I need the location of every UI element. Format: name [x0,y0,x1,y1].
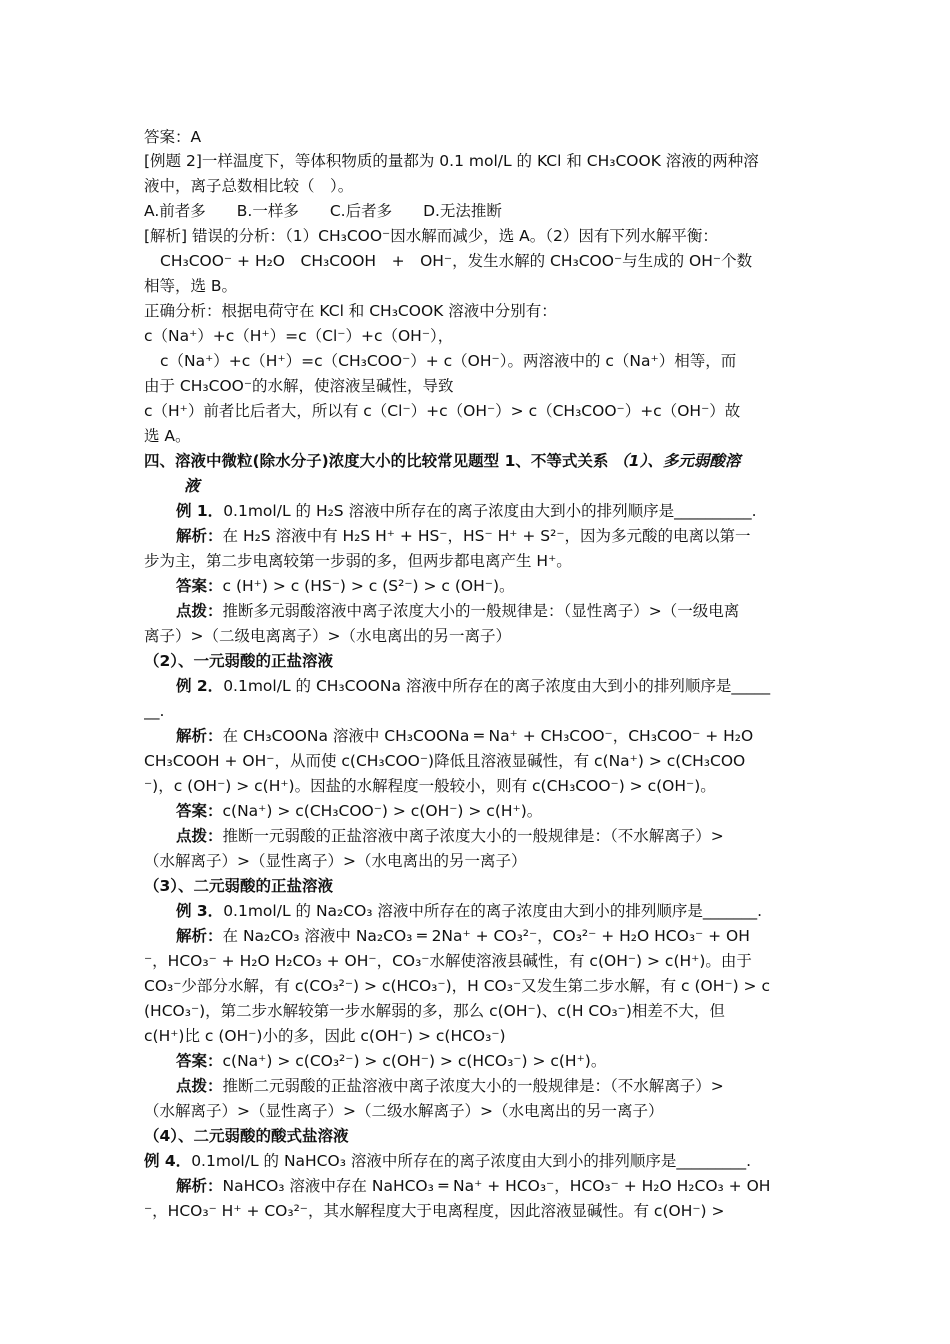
text-line: 步为主，第二步电离较第一步弱的多，但两步都电离产生 H⁺。 [144,552,572,570]
subsection-4-heading: （4）、二元弱酸的酸式盐溶液 [144,1127,349,1145]
analysis-equilibrium: CH₃COO⁻ + H₂O CH₃COOH + OH⁻，发生水解的 CH₃COO⁻与生成的 OH⁻个数 [160,252,753,270]
text-line: CH₃COOH + OH⁻，从而使 c(CH₃COO⁻)降低且溶液显碱性，有 c(Na⁺) > c(CH₃COO [144,752,746,770]
subsection-2-heading: （2）、一元弱酸的正盐溶液 [144,652,334,670]
example-2b-tip: 点拨：推断一元弱酸的正盐溶液中离子浓度大小的一般规律是：（不水解离子）> [176,827,724,845]
text-line: (HCO₃⁻)，第二步水解较第一步水解弱的多，那么 c(OH⁻)、c(H CO₃⁻)相差不大，但 [144,1002,725,1020]
text-line: __. [144,702,165,720]
charge-balance-2: c（Na⁺）+c（H⁺）=c（CH₃COO⁻）+ c（OH⁻）。两溶液中的 c（Na⁺）相等，而 [160,352,737,370]
example-3-tip: 点拨：推断二元弱酸的正盐溶液中离子浓度大小的一般规律是：（不水解离子）> [176,1077,724,1095]
charge-balance-1: c（Na⁺）+c（H⁺）=c（Cl⁻）+c（OH⁻）， [144,327,454,345]
example-4: 例 4．0.1mol/L 的 NaHCO₃ 溶液中所存在的离子浓度由大到小的排列顺序是_________. [144,1152,752,1170]
analysis-wrong: [解析] 错误的分析：（1）CH₃COO⁻因水解而减少，选 A。（2）因有下列水解平衡： [144,227,718,245]
text-line: （水解离子）>（显性离子）>（二级水解离子）>（水电离出的另一离子） [144,1102,664,1120]
analysis-correct: 正确分析：根据电荷守在 KCl 和 CH₃COOK 溶液中分别有： [144,302,557,320]
example-1: 例 1．0.1mol/L 的 H₂S 溶液中所存在的离子浓度由大到小的排列顺序是__________. [176,502,757,520]
analysis-line: c（H⁺）前者比后者大，所以有 c（Cl⁻）+c（OH⁻）> c（CH₃COO⁻）+c（OH⁻）故 [144,402,741,420]
text-line: CO₃⁻少部分水解，有 c(CO₃²⁻) > c(HCO₃⁻)，H CO₃⁻又发生第二步水解，有 c (OH⁻) > c [144,977,770,995]
example-3: 例 3．0.1mol/L 的 Na₂CO₃ 溶液中所存在的离子浓度由大到小的排列顺序是_______. [176,902,763,920]
example-2b-answer: 答案：c(Na⁺) > c(CH₃COO⁻) > c(OH⁻) > c(H⁺)。 [176,802,543,820]
example-2-question: [例题 2]一样温度下，等体积物质的量都为 0.1 mol/L 的 KCl 和 CH₃COOK 溶液的两种溶 [144,152,759,170]
example-1-analysis: 解析：在 H₂S 溶液中有 H₂S H⁺ + HS⁻，HS⁻ H⁺ + S²⁻，因为多元酸的电离以第一 [176,527,751,545]
text-line: ⁻，HCO₃⁻ + H₂O H₂CO₃ + OH⁻，CO₃⁻水解使溶液县碱性，有 c(OH⁻) > c(H⁺)。由于 [144,952,752,970]
example-2b: 例 2．0.1mol/L 的 CH₃COONa 溶液中所存在的离子浓度由大到小的排列顺序是_____ [176,677,771,695]
section-4-heading-cont: 液 [184,477,200,495]
example-3-answer: 答案：c(Na⁺) > c(CO₃²⁻) > c(OH⁻) > c(HCO₃⁻) > c(H⁺)。 [176,1052,607,1070]
text-line: ⁻，HCO₃⁻ H⁺ + CO₃²⁻，其水解程度大于电离程度，因此溶液显碱性。有 c(OH⁻) > [144,1202,725,1220]
text-line: ⁻)，c (OH⁻) > c(H⁺)。因盐的水解程度一般较小，则有 c(CH₃COO⁻) > c(OH⁻)。 [144,777,716,795]
example-1-answer: 答案：c (H⁺) > c (HS⁻) > c (S²⁻) > c (OH⁻)。 [176,577,515,595]
answer-line: 答案：A [144,128,202,146]
text-line: c(H⁺)比 c (OH⁻)小的多，因此 c(OH⁻) > c(HCO₃⁻) [144,1027,506,1045]
example-2-options: A.前者多 B.一样多 C.后者多 D.无法推断 [144,202,502,220]
example-3-analysis: 解析：在 Na₂CO₃ 溶液中 Na₂CO₃ ═ 2Na⁺ + CO₃²⁻，CO₃²⁻ + H₂O HCO₃⁻ + OH [176,927,750,945]
analysis-line: 相等，选 B。 [144,277,238,295]
text-line: （水解离子）>（显性离子）>（水电离出的另一离子） [144,852,527,870]
example-1-tip: 点拨：推断多元弱酸溶液中离子浓度大小的一般规律是：（显性离子）>（一级电离 [176,602,740,620]
example-2b-analysis: 解析：在 CH₃COONa 溶液中 CH₃COONa ═ Na⁺ + CH₃COO⁻，CH₃COO⁻ + H₂O [176,727,754,745]
example-2-question-cont: 液中，离子总数相比较（ ）。 [144,177,354,195]
section-4-title: 四、溶液中微粒(除水分子)浓度大小的比较常见题型 1、不等式关系 [144,452,609,470]
example-4-analysis: 解析：NaHCO₃ 溶液中存在 NaHCO₃ ═ Na⁺ + HCO₃⁻，HCO₃⁻ + H₂O H₂CO₃ + OH [176,1177,771,1195]
section-4-subtitle: （1）、多元弱酸溶 [613,452,741,470]
example-1-label: 例 1． [176,502,224,520]
subsection-3-heading: （3）、二元弱酸的正盐溶液 [144,877,334,895]
analysis-line: 由于 CH₃COO⁻的水解，使溶液呈碱性，导致 [144,377,454,395]
section-4-heading [144,449,810,473]
analysis-line: 选 A。 [144,427,191,445]
text-line: 离子）>（二级电离离子）>（水电离出的另一离子） [144,627,511,645]
